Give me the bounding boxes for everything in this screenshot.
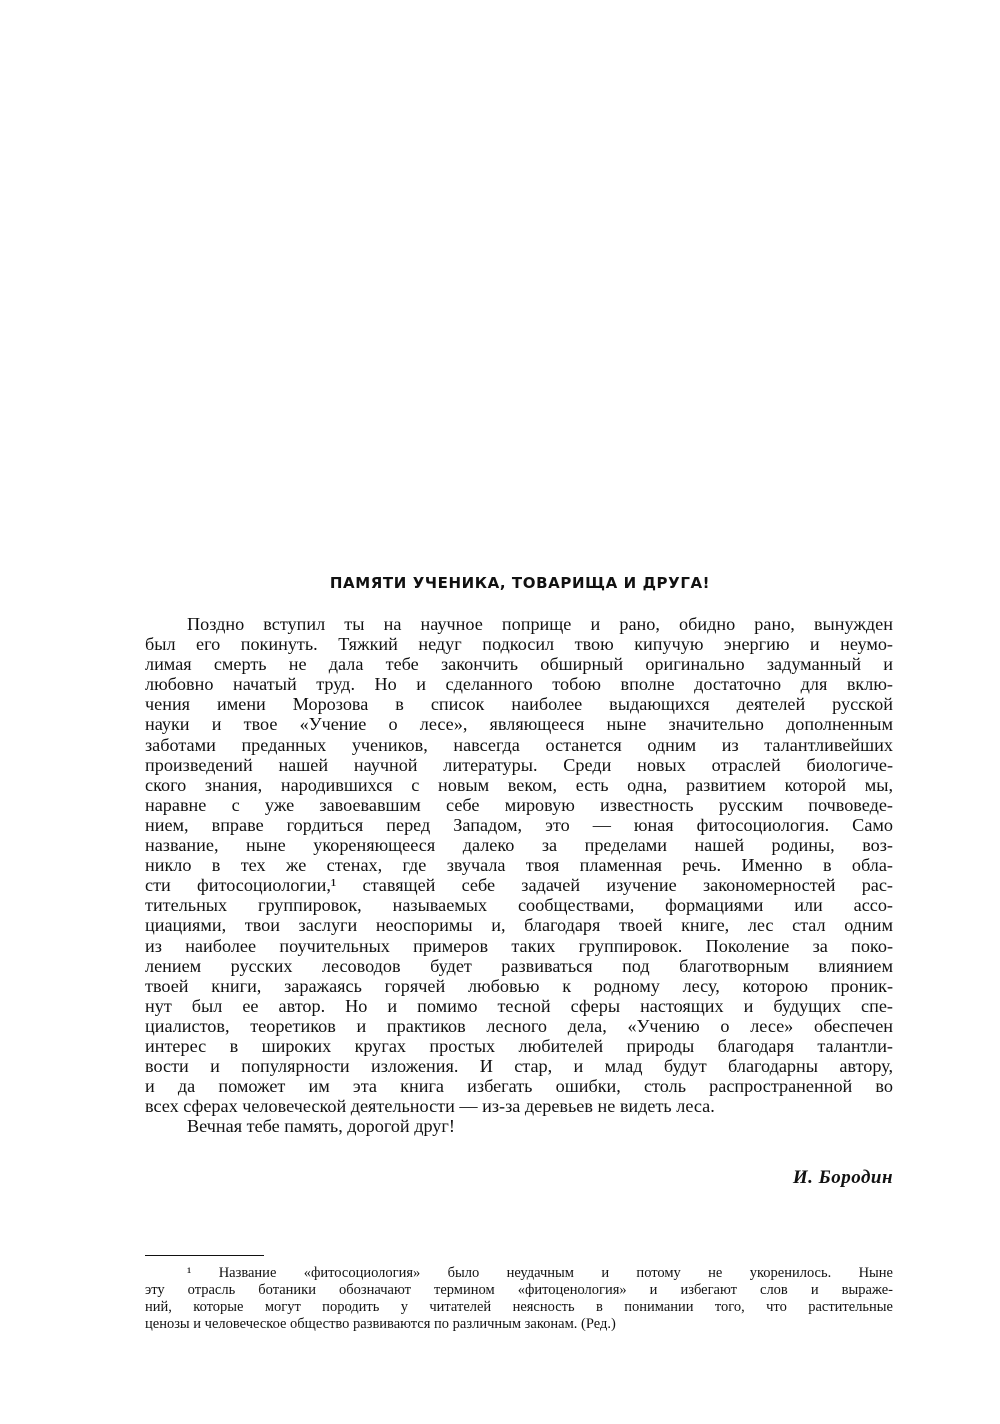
text-line: нут был ее автор. Но и помимо тесной сферы настоящих и будущих спе- [145,995,893,1016]
author-signature: И. Бородин [792,1167,893,1188]
text-line: наравне с уже завоевавшим себе мировую известность русским почвоведе- [145,794,893,815]
text-line: лением русских лесоводов будет развиваться под благотворным влиянием [145,955,893,976]
text-line: циациями, твои заслуги неоспоримы и, благодаря твоей книге, лес стал одним [145,915,893,936]
footnote-line: ценозы и человеческое общество развиваются по различным законам. (Ред.) [145,1316,616,1332]
footnote-line: ний, которые могут породить у читателей неясность в понимании того, что растительные [145,1299,893,1315]
text-line: заботами преданных учеников, навсегда останется одним из талантливейших [145,734,893,755]
footnote [145,1265,893,1333]
memorial-text [145,614,893,1136]
text-line: вости и популярности изложения. И стар, и млад будут благодарны автору, [145,1056,893,1077]
text-line: всех сферах человеческой деятельности — из-за деревьев не видеть леса. [145,1096,715,1117]
footnote-line: ¹ Название «фитосоциология» было неудачным и потому не укоренилось. Ныне [187,1265,893,1281]
text-line: интерес в широких кругах простых любителей природы благодаря талантли- [145,1035,893,1056]
text-line: был его покинуть. Тяжкий недуг подкосил твою кипучую энергию и неумо- [145,634,893,655]
page-title: ПАМЯТИ УЧЕНИКА, ТОВАРИЩА И ДРУГА! [329,574,711,592]
text-line: сти фитосоциологии,¹ ставящей себе задачей изучение закономерностей рас- [145,875,893,896]
text-line: твоей книги, заражаясь горячей любовью к родному лесу, которою проник- [145,975,893,996]
closing-line: Вечная тебе память, дорогой друг! [187,1116,455,1137]
text-line: название, ныне укореняющееся далеко за пределами нашей родины, воз- [145,835,893,856]
text-line: Поздно вступил ты на научное поприще и рано, обидно рано, вынужден [187,614,893,634]
footnote-divider [145,1255,264,1256]
text-line: лимая смерть не дала тебе закончить обширный оригинально задуманный и [145,654,893,675]
text-line: чения имени Морозова в список наиболее выдающихся деятелей русской [145,694,893,715]
text-line: из наиболее поучительных примеров таких группировок. Поколение за поко- [145,935,893,956]
text-line: произведений нашей научной литературы. Среди новых отраслей биологиче- [145,754,893,775]
text-line: циалистов, теоретиков и практиков лесного дела, «Учению о лесе» обеспечен [145,1015,893,1036]
text-line: любовно начатый труд. Но и сделанного тобою вполне достаточно для вклю- [145,674,893,695]
text-line: тительных группировок, называемых сообществами, формациями или ассо- [145,895,893,916]
text-line: науки и твое «Учение о лесе», являющееся ныне значительно дополненным [145,714,893,735]
text-line: никло в тех же стенах, где звучала твоя пламенная речь. Именно в обла- [145,855,893,876]
text-line: нием, вправе гордиться перед Западом, это — юная фитосоциология. Само [145,814,893,835]
footnote-line: эту отрасль ботаники обозначают термином «фитоценология» и избегают слов и выраже- [145,1282,893,1298]
text-line: и да поможет им эта книга избегать ошибки, столь распространенной во [145,1076,893,1097]
text-line: ского знания, народившихся с новым веком, есть одна, развитием которой мы, [145,774,893,795]
